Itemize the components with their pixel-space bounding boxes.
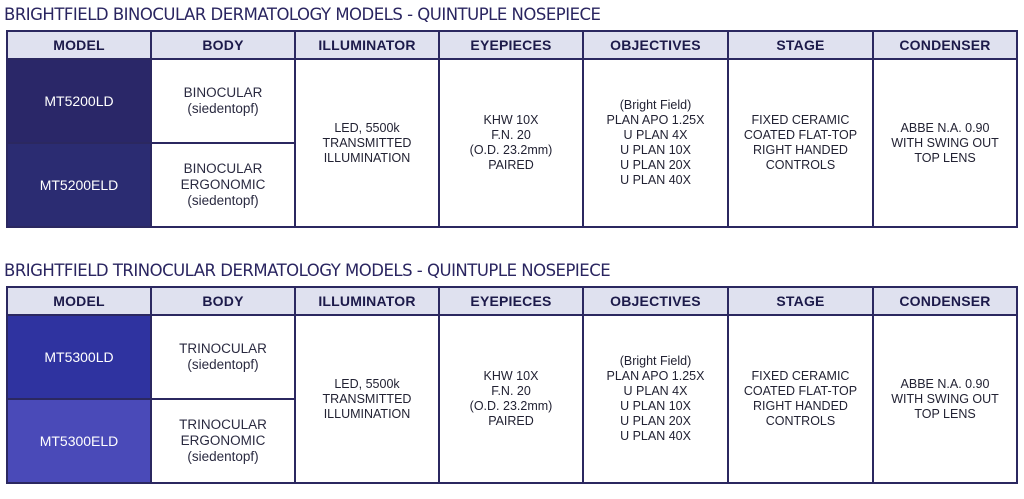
body-cell: [151, 315, 295, 399]
objectives-line: U PLAN 4X: [623, 384, 688, 398]
table-row: [7, 315, 1017, 399]
header-eyepieces: EYEPIECES: [439, 287, 583, 315]
table-row: [7, 59, 1017, 143]
header-body: BODY: [151, 287, 295, 315]
stage-line: FIXED CERAMIC: [751, 113, 850, 127]
objectives-line: (Bright Field): [619, 98, 692, 112]
illuminator-line: LED, 5500k: [334, 376, 400, 391]
body-line: TRINOCULAR: [179, 341, 267, 356]
model-cell: MT5300ELD: [7, 399, 151, 483]
condenser-line: ABBE N.A. 0.90: [900, 120, 990, 135]
body-cell: [151, 143, 295, 227]
eyepieces-line: F.N. 20: [491, 128, 531, 142]
header-condenser: CONDENSER: [873, 287, 1017, 315]
objectives-line: U PLAN 10X: [620, 143, 691, 157]
eyepieces-cell: [439, 315, 583, 483]
objectives-line: U PLAN 10X: [620, 399, 691, 413]
header-body: BODY: [151, 31, 295, 59]
illuminator-line: TRANSMITTED: [322, 135, 412, 150]
body-cell: [151, 399, 295, 483]
stage-line: RIGHT HANDED: [753, 143, 848, 157]
objectives-cell: [583, 315, 728, 483]
header-stage: STAGE: [728, 31, 873, 59]
eyepieces-cell: [439, 59, 583, 227]
condenser-line: WITH SWING OUT: [891, 391, 999, 406]
spec-table-binocular: [6, 30, 1018, 228]
section-title-trinocular: BRIGHTFIELD TRINOCULAR DERMATOLOGY MODELS - QUINTUPLE NOSEPIECE: [4, 261, 611, 280]
body-line: (siedentopf): [187, 193, 259, 208]
eyepieces-line: (O.D. 23.2mm): [469, 399, 553, 413]
body-line: (siedentopf): [187, 357, 259, 372]
body-cell: [151, 59, 295, 143]
objectives-line: U PLAN 40X: [620, 429, 691, 443]
model-cell: MT5300LD: [7, 315, 151, 399]
stage-line: RIGHT HANDED: [753, 399, 848, 413]
objectives-line: PLAN APO 1.25X: [606, 369, 705, 383]
header-condenser: CONDENSER: [873, 31, 1017, 59]
body-line: ERGONOMIC: [180, 177, 266, 192]
illuminator-line: ILLUMINATION: [323, 150, 411, 165]
body-line: BINOCULAR: [183, 85, 263, 100]
table-header-row: [7, 31, 1017, 59]
stage-line: CONTROLS: [765, 158, 836, 172]
header-objectives: OBJECTIVES: [583, 31, 728, 59]
eyepieces-line: (O.D. 23.2mm): [469, 143, 553, 157]
eyepieces-line: KHW 10X: [483, 369, 539, 383]
objectives-line: (Bright Field): [619, 354, 692, 368]
objectives-line: U PLAN 4X: [623, 128, 688, 142]
header-eyepieces: EYEPIECES: [439, 31, 583, 59]
model-cell: MT5200ELD: [7, 143, 151, 227]
header-model: MODEL: [7, 31, 151, 59]
objectives-line: U PLAN 20X: [620, 158, 691, 172]
condenser-line: WITH SWING OUT: [891, 135, 999, 150]
objectives-cell: [583, 59, 728, 227]
spec-table-trinocular: [6, 286, 1018, 484]
eyepieces-line: F.N. 20: [491, 384, 531, 398]
stage-line: CONTROLS: [765, 414, 836, 428]
body-line: TRINOCULAR: [179, 417, 267, 432]
body-line: BINOCULAR: [183, 161, 263, 176]
body-line: ERGONOMIC: [180, 433, 266, 448]
condenser-cell: [873, 315, 1017, 483]
illuminator-line: TRANSMITTED: [322, 391, 412, 406]
condenser-line: TOP LENS: [914, 406, 976, 421]
header-model: MODEL: [7, 287, 151, 315]
condenser-line: TOP LENS: [914, 150, 976, 165]
model-cell: MT5200LD: [7, 59, 151, 143]
header-objectives: OBJECTIVES: [583, 287, 728, 315]
illuminator-cell: [295, 59, 439, 227]
header-illuminator: ILLUMINATOR: [295, 31, 439, 59]
table-header-row: [7, 287, 1017, 315]
eyepieces-line: PAIRED: [488, 414, 534, 428]
condenser-cell: [873, 59, 1017, 227]
stage-line: COATED FLAT-TOP: [743, 128, 858, 142]
illuminator-line: ILLUMINATION: [323, 406, 411, 421]
body-line: (siedentopf): [187, 101, 259, 116]
header-stage: STAGE: [728, 287, 873, 315]
illuminator-cell: [295, 315, 439, 483]
body-line: (siedentopf): [187, 449, 259, 464]
stage-cell: [728, 315, 873, 483]
header-illuminator: ILLUMINATOR: [295, 287, 439, 315]
eyepieces-line: PAIRED: [488, 158, 534, 172]
section-title-binocular: BRIGHTFIELD BINOCULAR DERMATOLOGY MODELS - QUINTUPLE NOSEPIECE: [4, 5, 601, 24]
stage-line: FIXED CERAMIC: [751, 369, 850, 383]
objectives-line: PLAN APO 1.25X: [606, 113, 705, 127]
objectives-line: U PLAN 20X: [620, 414, 691, 428]
eyepieces-line: KHW 10X: [483, 113, 539, 127]
condenser-line: ABBE N.A. 0.90: [900, 376, 990, 391]
stage-cell: [728, 59, 873, 227]
stage-line: COATED FLAT-TOP: [743, 384, 858, 398]
objectives-line: U PLAN 40X: [620, 173, 691, 187]
illuminator-line: LED, 5500k: [334, 120, 400, 135]
